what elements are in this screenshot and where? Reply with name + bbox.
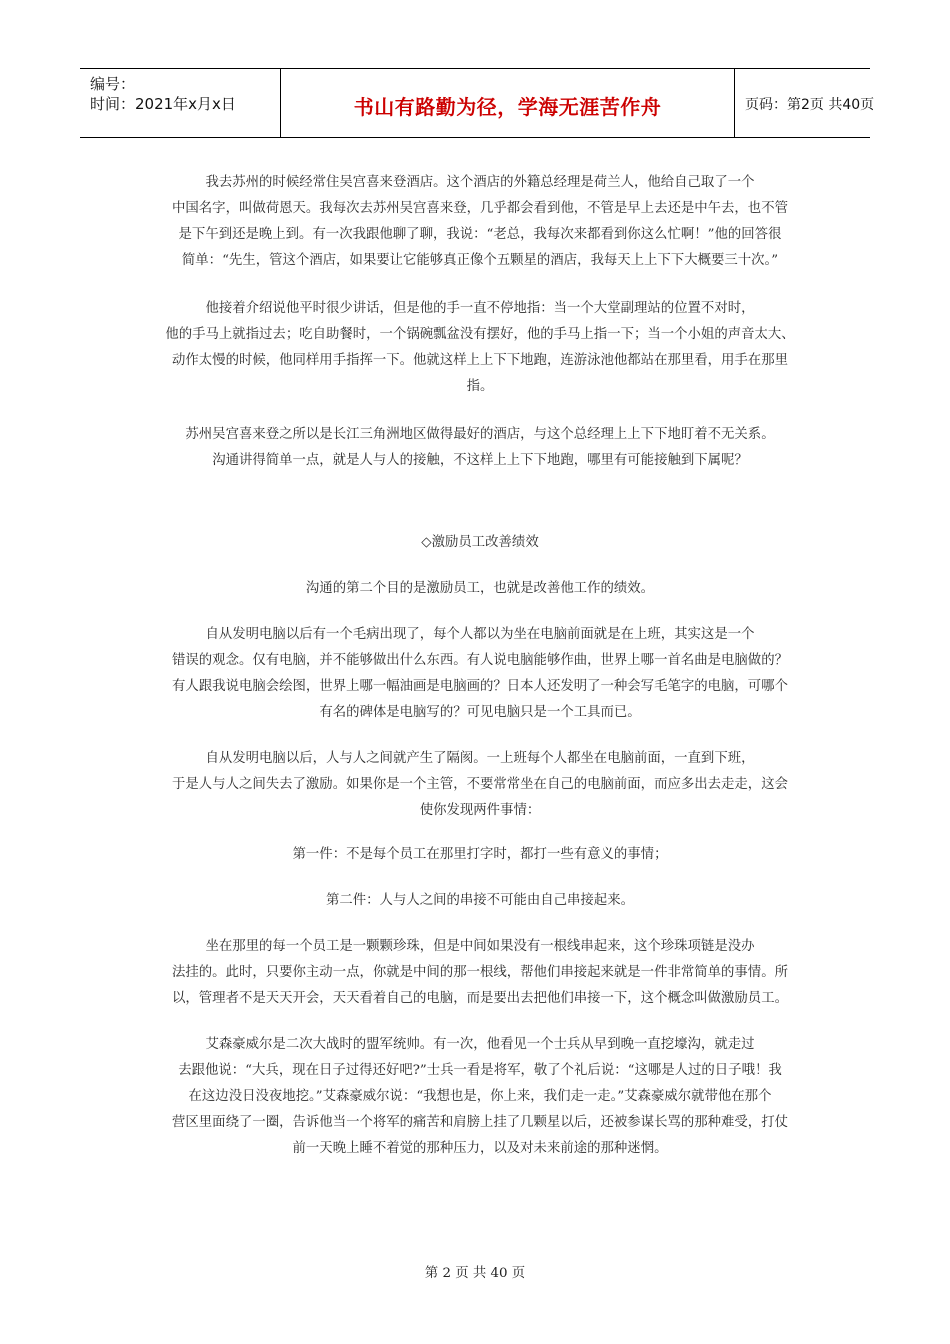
text-line: 有人跟我说电脑会绘图，世界上哪一幅油画是电脑画的？日本人还发明了一种会写毛笔字的电脑，可哪个 [172,679,788,694]
text-line: 简单：“先生，管这个酒店，如果要让它能够真正像个五颗星的酒店，我每天上上下下大概要三十次。” [181,253,779,268]
text-line: 艾森豪威尔是二次大战时的盟军统帅。有一次，他看见一个士兵从早到晚一直挖壕沟，就走过 [205,1037,755,1052]
text-line: 苏州吴宫喜来登之所以是长江三角洲地区做得最好的酒店，与这个总经理上上下下地盯着不无关系。 [185,427,775,442]
document-body [140,150,820,1162]
paragraph [140,422,820,474]
text-line: 我去苏州的时候经常住吴宫喜来登酒店。这个酒店的外籍总经理是荷兰人，他给自己取了一个 [205,175,755,190]
text-line: 第一件：不是每个员工在那里打字时，都打一些有意义的事情； [292,847,668,862]
text-line: 第二件：人与人之间的串接不可能由自己串接起来。 [326,893,634,908]
paragraph [140,170,820,274]
text-line: 在这边没日没夜地挖。”艾森豪威尔说：“我想也是，你上来，我们走一走。”艾森豪威尔就带他在那个 [188,1089,772,1104]
text-line: 以，管理者不是天天开会，天天看着自己的电脑，而是要出去把他们串接一下，这个概念叫做激励员工。 [172,991,788,1006]
header-page-cell [735,69,875,137]
text-line: 自从发明电脑以后，人与人之间就产生了隔阂。一上班每个人都坐在电脑前面，一直到下班， [205,751,755,766]
text-line: 营区里面绕了一圈，告诉他当一个将军的痛苦和肩膀上挂了几颗星以后，还被参谋长骂的那种难受，打仗 [172,1115,788,1130]
text-line: ◇激励员工改善绩效 [421,535,539,550]
paragraph [140,1032,820,1162]
text-line: 他的手马上就指过去；吃自助餐时，一个锅碗瓢盆没有摆好，他的手马上指一下；当一个小姐的声音太大、 [165,327,795,342]
header-motto-cell [280,69,735,137]
text-line: 使你发现两件事情： [419,803,541,818]
header-meta-cell [80,69,279,137]
text-line: 沟通讲得简单一点，就是人与人的接触，不这样上上下下地跑，哪里有可能接触到下属呢？ [212,453,748,468]
text-line: 错误的观念。仅有电脑，并不能够做出什么东西。有人说电脑能够作曲，世界上哪一首名曲是电脑做的？ [172,653,788,668]
paragraph [140,296,820,400]
text-line: 前一天晚上睡不着觉的那种压力，以及对未来前途的那种迷惘。 [292,1141,668,1156]
page-info: 页码：第2页 共40页 [745,97,875,113]
text-line: 他接着介绍说他平时很少讲话，但是他的手一直不停地指：当一个大堂副理站的位置不对时， [205,301,755,316]
text-line: 指。 [466,379,494,394]
paragraph [140,622,820,726]
paragraph [140,576,820,602]
text-line: 中国名字，叫做荷恩天。我每次去苏州吴宫喜来登，几乎都会看到他，不管是早上去还是中午去，也不管 [172,201,788,216]
text-line: 有名的碑体是电脑写的？可见电脑只是一个工具而已。 [319,705,641,720]
text-line: 于是人与人之间失去了激励。如果你是一个主管，不要常常坐在自己的电脑前面，而应多出去走走，这会 [172,777,788,792]
text-line: 沟通的第二个目的是激励员工，也就是改善他工作的绩效。 [305,581,655,596]
paragraph [140,530,820,556]
text-line: 坐在那里的每一个员工是一颗颗珍珠，但是中间如果没有一根线串起来，这个珍珠项链是没办 [205,939,755,954]
page-header [80,68,875,138]
paragraph [140,842,820,868]
paragraph [140,888,820,914]
text-line: 自从发明电脑以后有一个毛病出现了，每个人都以为坐在电脑前面就是在上班，其实这是一个 [205,627,755,642]
text-line: 去跟他说：“大兵，现在日子过得还好吧?”士兵一看是将军，敬了个礼后说：“这哪是人过的日子哦！我 [178,1063,782,1078]
page-footer: 第 2 页 共 40 页 [424,1266,526,1281]
time-label: 时间：2021年x月x日 [90,95,236,113]
text-line: 是下午到还是晚上到。有一次我跟他聊了聊，我说：“老总，我每次来都看到你这么忙啊！”他的回答很 [178,227,782,242]
paragraph [140,746,820,824]
motto: 书山有路勤为径，学海无涯苦作舟 [353,95,662,119]
id-label: 编号： [90,75,136,93]
text-line: 动作太慢的时候，他同样用手指挥一下。他就这样上上下下地跑，连游泳池他都站在那里看，用手在那里 [172,353,788,368]
paragraph [140,934,820,1012]
text-line: 法挂的。此时，只要你主动一点，你就是中间的那一根线，帮他们串接起来就是一件非常简单的事情。所 [172,965,788,980]
